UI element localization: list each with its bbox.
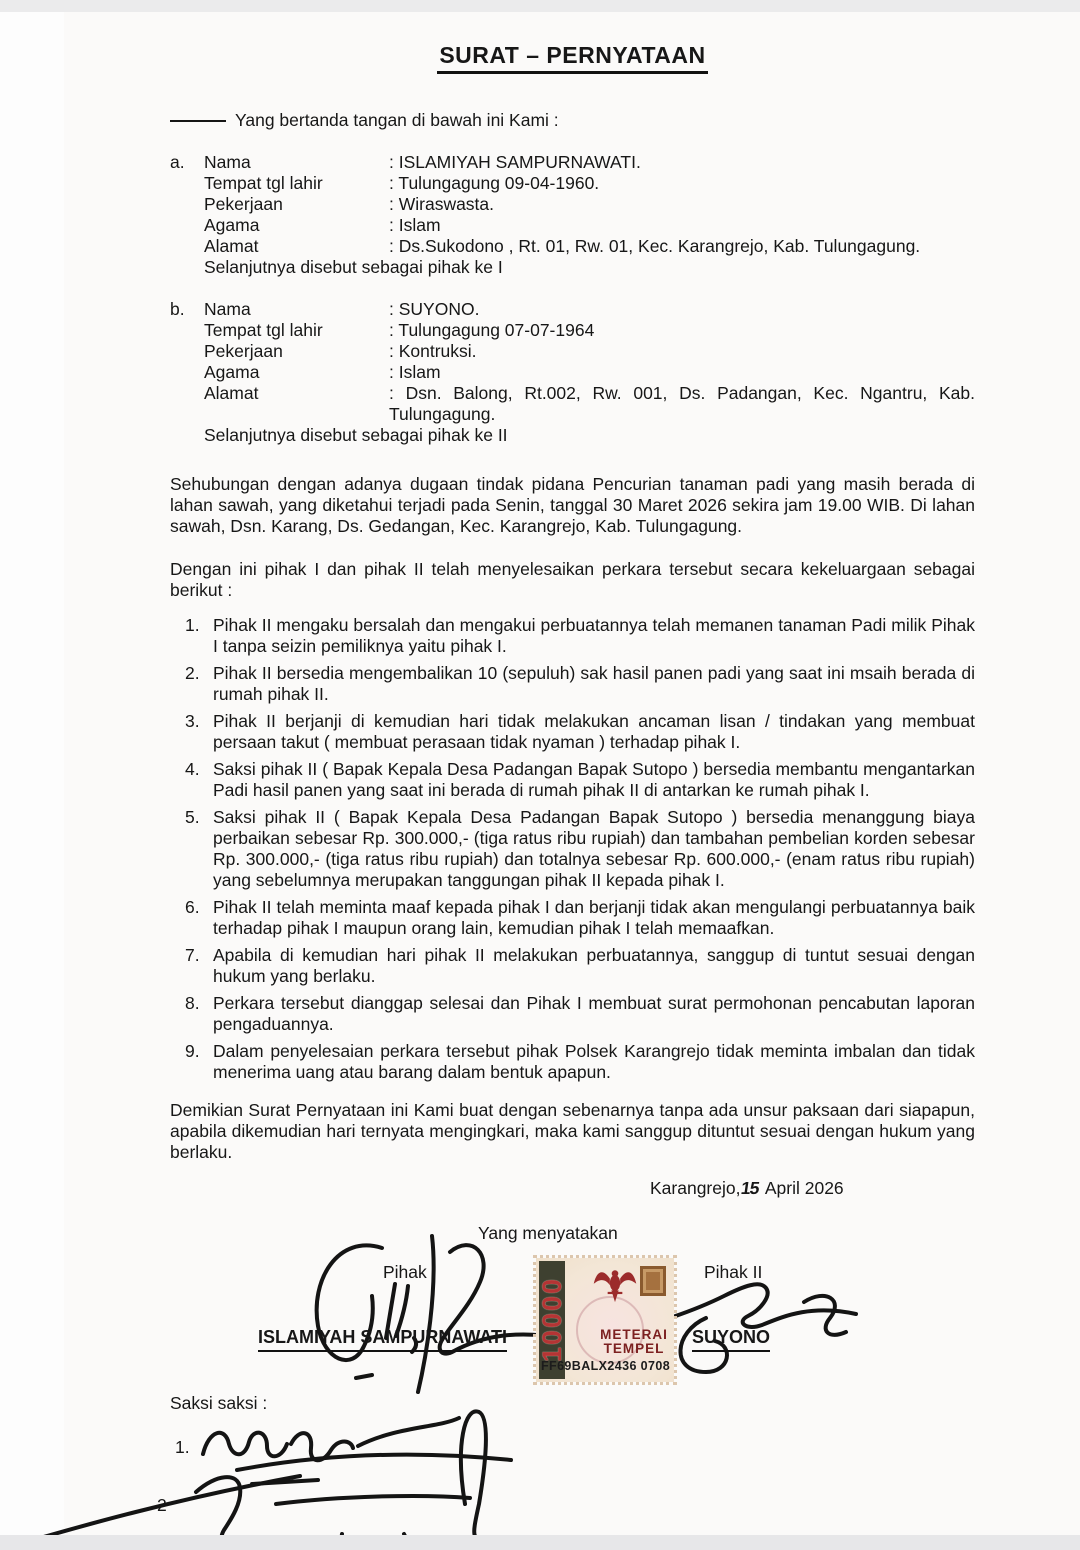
- agreement-points-list: [170, 615, 975, 1083]
- party2-label: Pihak II: [704, 1262, 763, 1282]
- place-date-line: [650, 1178, 844, 1199]
- stamp-serial-number: FF69BALX2436 0708: [541, 1359, 671, 1373]
- field-value: : Islam: [389, 215, 441, 235]
- screen-top-bar: [0, 0, 1080, 12]
- party1-label: Pihak I: [383, 1262, 437, 1282]
- item-text: Saksi pihak II ( Bapak Kepala Desa Padangan Bapak Sutopo ) bersedia membantu mengantarkan Padi hasil panen yang saat ini berada di rumah pihak II di antarkan ke rumah pihak I.: [213, 759, 975, 800]
- party-b-closing: Selanjutnya disebut sebagai pihak ke II: [204, 425, 508, 445]
- field-value: : Islam: [389, 362, 441, 382]
- item-number: 3.: [185, 711, 200, 731]
- stamp-title-line1: METERAI: [600, 1327, 668, 1342]
- field-value: : Tulungagung 09-04-1960.: [389, 173, 600, 193]
- field-value: : ISLAMIYAH SAMPURNAWATI.: [389, 152, 641, 172]
- field-label: Alamat: [204, 383, 259, 403]
- item-number: 1.: [185, 615, 200, 635]
- field-row: [204, 173, 975, 194]
- item-text: Pihak II bersedia mengembalikan 10 (sepuluh) sak hasil panen padi yang saat ini msaih berada di rumah pihak II.: [213, 663, 975, 704]
- list-item: [170, 993, 975, 1035]
- field-row: [204, 383, 975, 425]
- list-item: [170, 897, 975, 939]
- item-text: Dalam penyelesaian perkara tersebut pihak Polsek Karangrejo tidak meminta imbalan dan tidak menerima uang atau barang dalam bentuk apapun.: [213, 1041, 975, 1082]
- item-text: Pihak II berjanji di kemudian hari tidak melakukan ancaman lisan / tindakan yang membuat persaan takut ( membuat perasaan tidak nyaman ) terhadap pihak I.: [213, 711, 975, 752]
- party-a-letter: a.: [170, 152, 185, 172]
- stamp-denomination: 10000: [536, 1277, 567, 1363]
- party2-name: SUYONO: [692, 1327, 770, 1352]
- field-label: Alamat: [204, 236, 259, 256]
- list-item: [170, 711, 975, 753]
- handwritten-day: 15: [740, 1178, 761, 1198]
- stamp-corner-pattern: [640, 1266, 666, 1296]
- field-label: Pekerjaan: [204, 194, 283, 214]
- declaration-heading: Yang menyatakan: [478, 1223, 618, 1243]
- place-text: Karangrejo,: [650, 1178, 741, 1198]
- date-text: April 2026: [764, 1178, 844, 1198]
- field-row: [204, 215, 975, 236]
- field-row: [204, 194, 975, 215]
- item-number: 4.: [185, 759, 200, 779]
- opening-text: Yang bertanda tangan di bawah ini Kami :: [235, 110, 559, 130]
- field-row: [204, 320, 975, 341]
- field-label: Agama: [204, 215, 260, 235]
- item-text: Pihak II mengaku bersalah dan mengakui perbuatannya telah memanen tanaman Padi milik Pihak I tanpa seizin pemiliknya yaitu pihak I.: [213, 615, 975, 656]
- field-row: [204, 341, 975, 362]
- item-number: 5.: [185, 807, 200, 827]
- closing-paragraph: Demikian Surat Pernyataan ini Kami buat dengan sebenarnya tanpa ada unsur paksaan dari siapapun, apabila dikemudian hari ternyata mengingkari, maka kami sanggup dituntut sesuai dengan hukum yang berlaku.: [170, 1100, 975, 1162]
- witness1-number: 1.: [175, 1437, 190, 1457]
- witness2-signature: [0, 1442, 620, 1550]
- field-label: Pekerjaan: [204, 341, 283, 361]
- screen-bottom-bar: [0, 1535, 1080, 1550]
- witnesses-heading: Saksi saksi :: [170, 1393, 268, 1413]
- field-value: : Ds.Sukodono , Rt. 01, Rw. 01, Kec. Karangrejo, Kab. Tulungagung.: [389, 236, 921, 256]
- field-label: Nama: [204, 299, 251, 319]
- field-value: : Dsn. Balong, Rt.002, Rw. 001, Ds. Padangan, Kec. Ngantru, Kab. Tulungagung.: [389, 383, 975, 424]
- resolution-intro-paragraph: Dengan ini pihak I dan pihak II telah menyelesaikan perkara tersebut secara kekeluargaan sebagai berikut :: [170, 559, 975, 600]
- item-number: 6.: [185, 897, 200, 917]
- list-item: [170, 807, 975, 891]
- signature-section: [157, 1166, 975, 1550]
- party-a-closing: Selanjutnya disebut sebagai pihak ke I: [204, 257, 503, 277]
- party-b-section: [170, 299, 975, 446]
- field-row: [204, 299, 975, 320]
- meterai-stamp: [533, 1255, 677, 1385]
- item-text: Perkara tersebut dianggap selesai dan Pihak I membuat surat permohonan pencabutan laporan pengaduannya.: [213, 993, 975, 1034]
- stamp-title: [594, 1328, 674, 1356]
- field-label: Tempat tgl lahir: [204, 173, 323, 193]
- letter-body: [170, 42, 975, 1163]
- field-row: [204, 236, 975, 257]
- page-title: SURAT – PERNYATAAN: [437, 42, 707, 74]
- item-text: Saksi pihak II ( Bapak Kepala Desa Padangan Bapak Sutopo ) bersedia menanggung biaya perbaikan sebesar Rp. 300.000,- (tiga ratus ribu rupiah) dan tambahan pembelian korden sebesar Rp. 300.000,- (tiga ratus ribu rupiah) dan totalnya sebesar Rp. 600.000,- (enam ratus ribu rupiah) yang sebelumnya merupakan tanggungan pihak II kepada pihak I.: [213, 807, 975, 890]
- party-b-letter: b.: [170, 299, 185, 319]
- list-item: [170, 759, 975, 801]
- field-row: [204, 362, 975, 383]
- field-label: Nama: [204, 152, 251, 172]
- party1-signature: [298, 1226, 568, 1396]
- field-value: : Kontruksi.: [389, 341, 477, 361]
- scan-left-edge: [0, 0, 64, 1550]
- party-a-section: [170, 152, 975, 278]
- opening-line: [170, 110, 975, 131]
- item-number: 8.: [185, 993, 200, 1013]
- field-label: Agama: [204, 362, 260, 382]
- party1-name: ISLAMIYAH SAMPURNAWATI: [258, 1327, 507, 1352]
- field-row: [204, 152, 975, 173]
- field-value: : Tulungagung 07-07-1964: [389, 320, 595, 340]
- leading-dash: [170, 120, 226, 122]
- item-number: 7.: [185, 945, 200, 965]
- field-value: : Wiraswasta.: [389, 194, 495, 214]
- item-text: Apabila di kemudian hari pihak II melakukan perbuatannya, sanggup di tuntut sesuai dengan hukum yang berlaku.: [213, 945, 975, 986]
- field-value: : SUYONO.: [389, 299, 480, 319]
- background-paragraph: Sehubungan dengan adanya dugaan tindak pidana Pencurian tanaman padi yang masih berada di lahan sawah, yang diketahui terjadi pada Senin, tanggal 30 Maret 2026 sekira jam 19.00 WIB. Di lahan sawah, Dsn. Karang, Ds. Gedangan, Kec. Karangrejo, Kab. Tulungagung.: [170, 474, 975, 536]
- list-item: [170, 615, 975, 657]
- item-number: 2.: [185, 663, 200, 683]
- garuda-icon: [592, 1264, 638, 1308]
- list-item: [170, 945, 975, 987]
- list-item: [170, 663, 975, 705]
- list-item: [170, 1041, 975, 1083]
- item-text: Pihak II telah meminta maaf kepada pihak I dan berjanji tidak akan mengulangi perbuatannya baik terhadap pihak I maupun orang lain, kemudian pihak I telah memaafkan.: [213, 897, 975, 938]
- stamp-title-line2: TEMPEL: [603, 1341, 665, 1356]
- witness2-number: 2: [157, 1495, 167, 1515]
- field-label: Tempat tgl lahir: [204, 320, 323, 340]
- item-number: 9.: [185, 1041, 200, 1061]
